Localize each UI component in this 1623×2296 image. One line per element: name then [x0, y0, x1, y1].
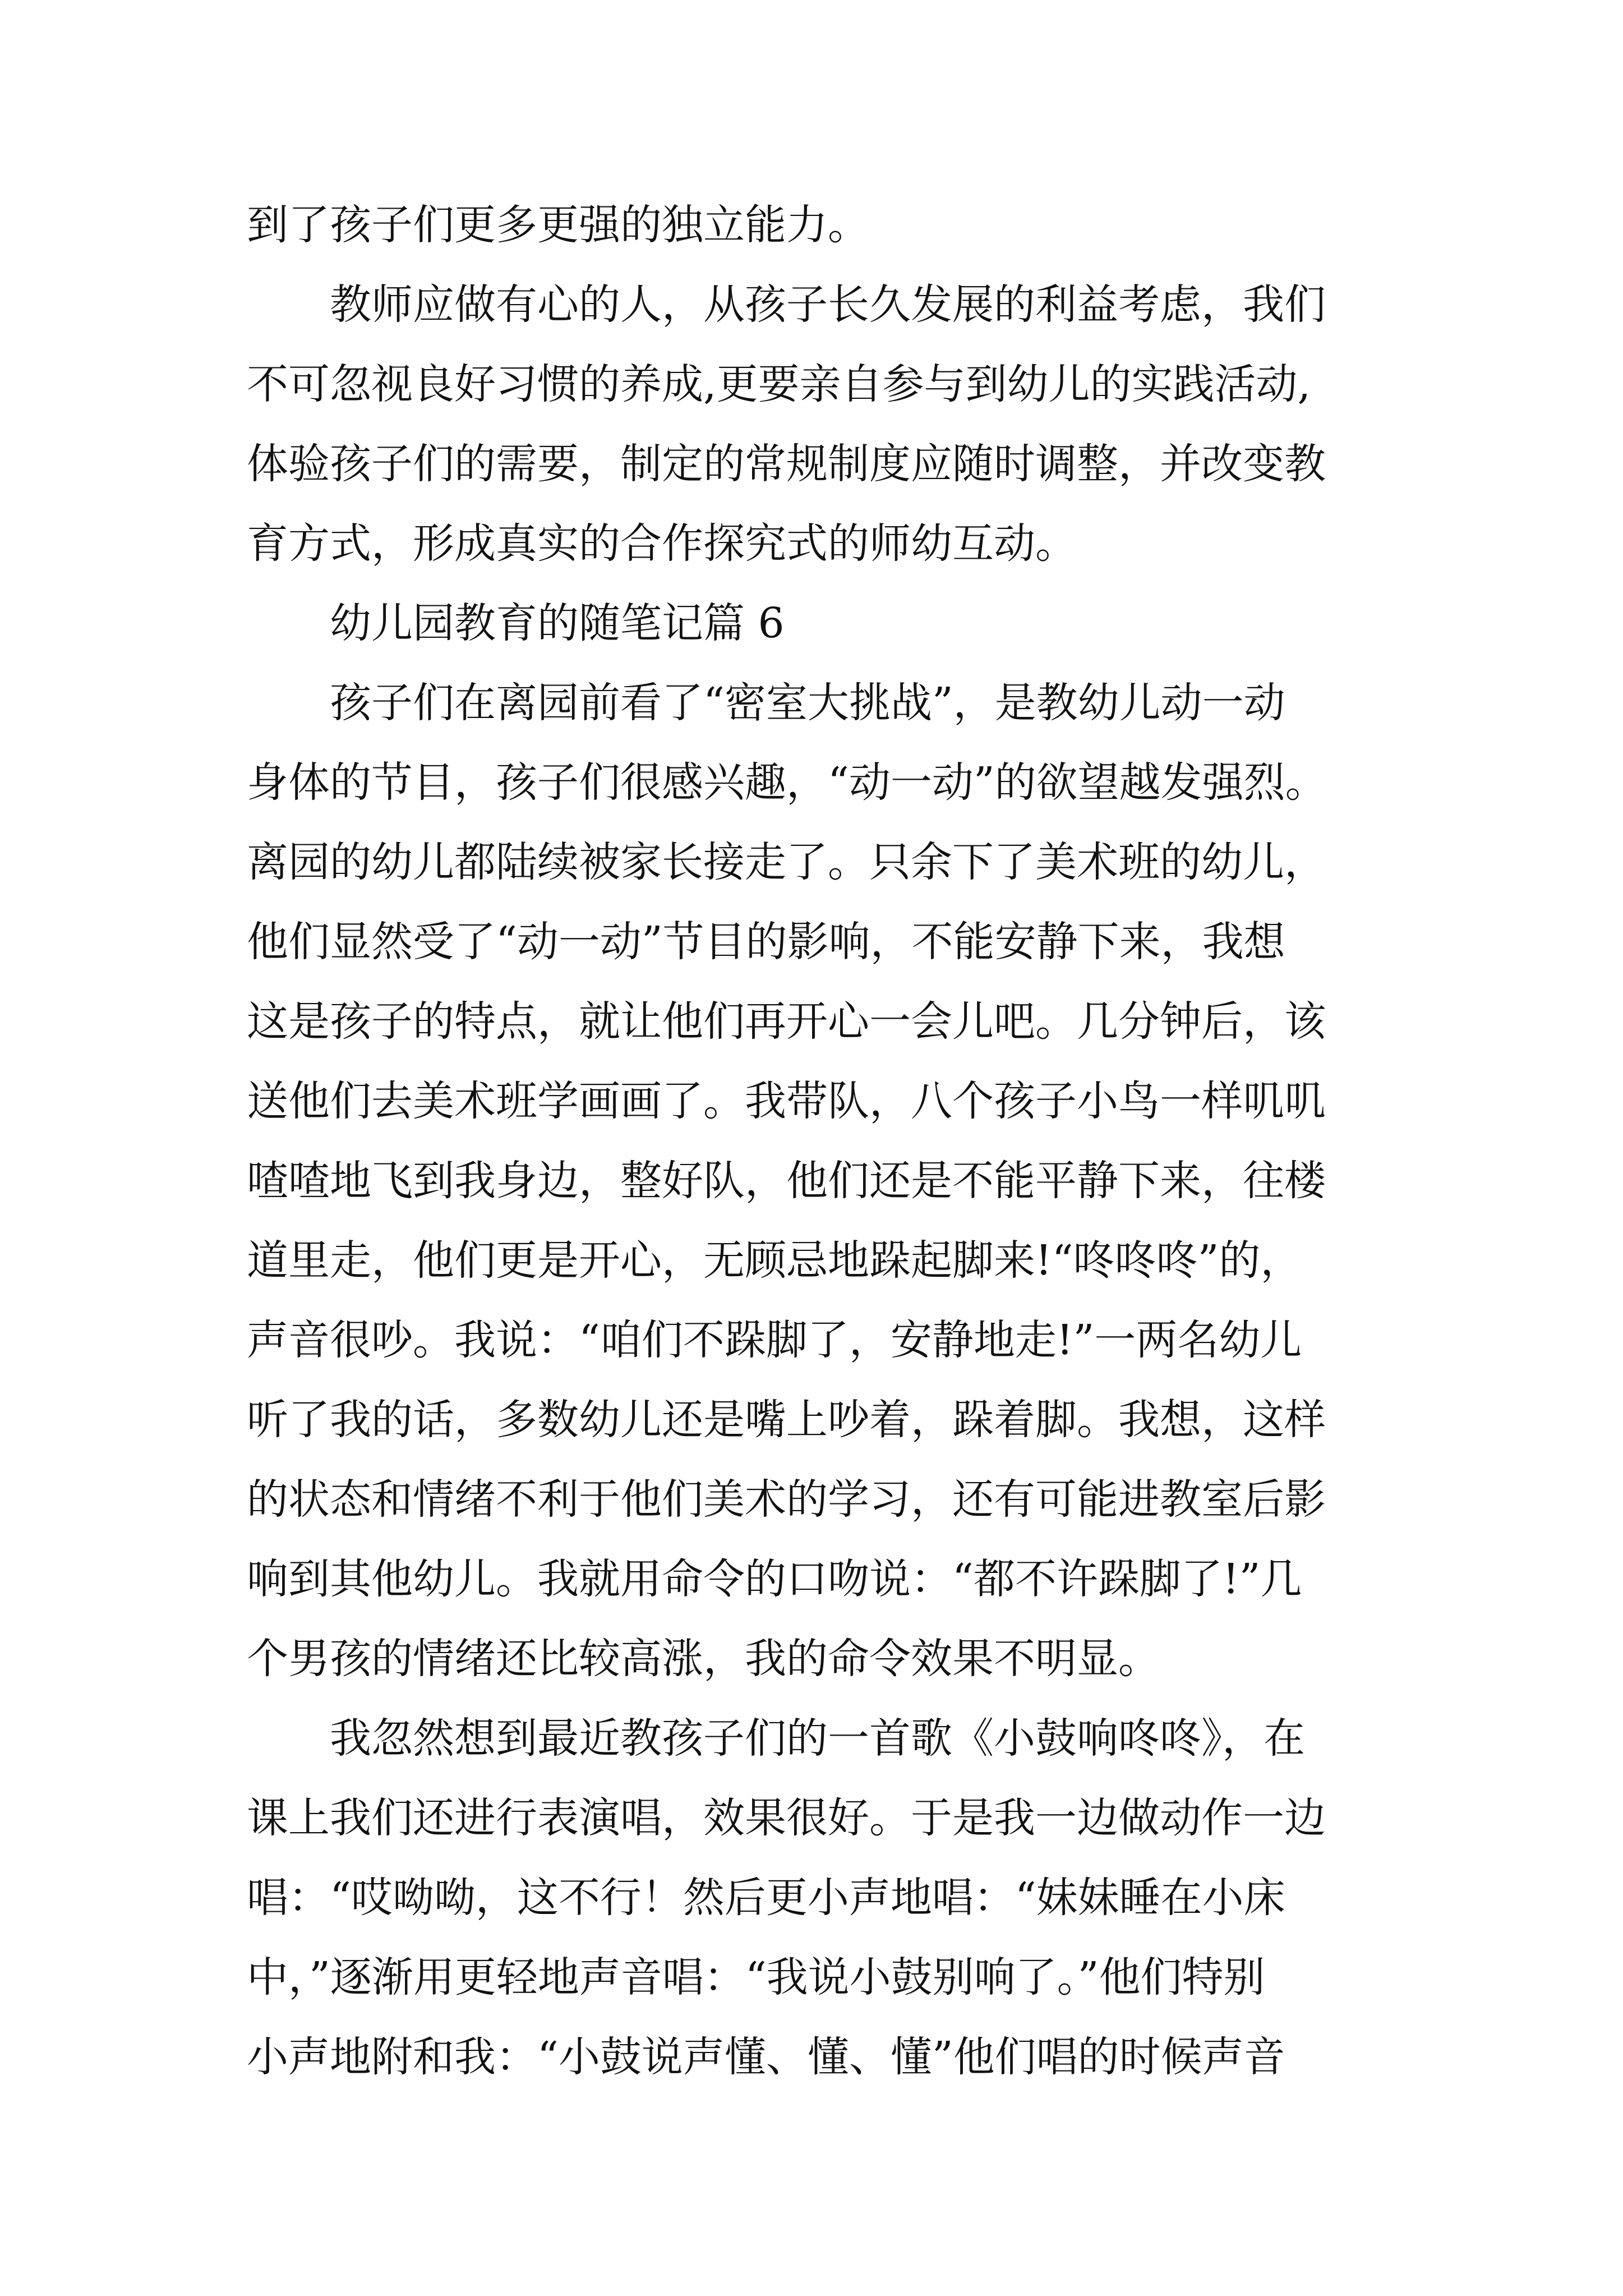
text-line: 小声地附和我：“小鼓说声懂、懂、懂”他们唱的时候声音 [247, 2033, 1285, 2081]
text-line: 中，”逐渐用更轻地声音唱：“我说小鼓别响了。”他们特别 [247, 1953, 1265, 2001]
text-line: 这是孩子的特点，就让他们再开心一会儿吧。几分钟后，该 [247, 997, 1326, 1046]
text-line: 我忽然想到最近教孩子们的一首歌《小鼓响咚咚》，在 [330, 1714, 1305, 1763]
document-body [247, 185, 1396, 2097]
text-line: 身体的节目，孩子们很感兴趣，“动一动”的欲望越发强烈。 [247, 758, 1327, 807]
text-line: 道里走，他们更是开心，无顾忌地跺起脚来!“咚咚咚”的， [247, 1236, 1302, 1285]
text-line: 不可忽视良好习惯的养成,更要亲自参与到幼儿的实践活动, [247, 360, 1311, 408]
section-heading: 幼儿园教育的随笔记篇 6 [330, 599, 785, 647]
text-line: 送他们去美术班学画画了。我带队，八个孩子小鸟一样叽叽 [247, 1077, 1326, 1125]
text-line: 喳喳地飞到我身边，整好队，他们还是不能平静下来，往楼 [247, 1157, 1326, 1205]
text-line: 课上我们还进行表演唱，效果很好。于是我一边做动作一边 [247, 1794, 1326, 1842]
text-line: 的状态和情绪不利于他们美术的学习，还有可能进教室后影 [247, 1475, 1326, 1524]
text-line: 教师应做有心的人，从孩子长久发展的利益考虑，我们 [330, 280, 1326, 329]
text-line: 声音很吵。我说：“咱们不跺脚了，安静地走!”一两名幼儿 [247, 1316, 1302, 1364]
text-line: 响到其他幼儿。我就用命令的口吻说：“都不许跺脚了!”几 [247, 1555, 1302, 1603]
text-line: 育方式，形成真实的合作探究式的师幼互动。 [247, 519, 1077, 568]
text-line: 个男孩的情绪还比较高涨，我的命令效果不明显。 [247, 1635, 1160, 1683]
text-line: 离园的幼儿都陆续被家长接走了。只余下了美术班的幼儿， [247, 838, 1326, 886]
text-line: 唱：“哎呦呦，这不行！然后更小声地唱：“妹妹睡在小床 [247, 1874, 1285, 1922]
text-line: 他们显然受了“动一动”节目的影响，不能安静下来，我想 [247, 918, 1285, 966]
text-line: 听了我的话，多数幼儿还是嘴上吵着，跺着脚。我想，这样 [247, 1396, 1326, 1444]
text-line: 体验孩子们的需要，制定的常规制度应随时调整，并改变教 [247, 440, 1326, 488]
text-line: 孩子们在离园前看了“密室大挑战”，是教幼儿动一动 [330, 679, 1285, 727]
text-line: 到了孩子们更多更强的独立能力。 [247, 201, 869, 249]
